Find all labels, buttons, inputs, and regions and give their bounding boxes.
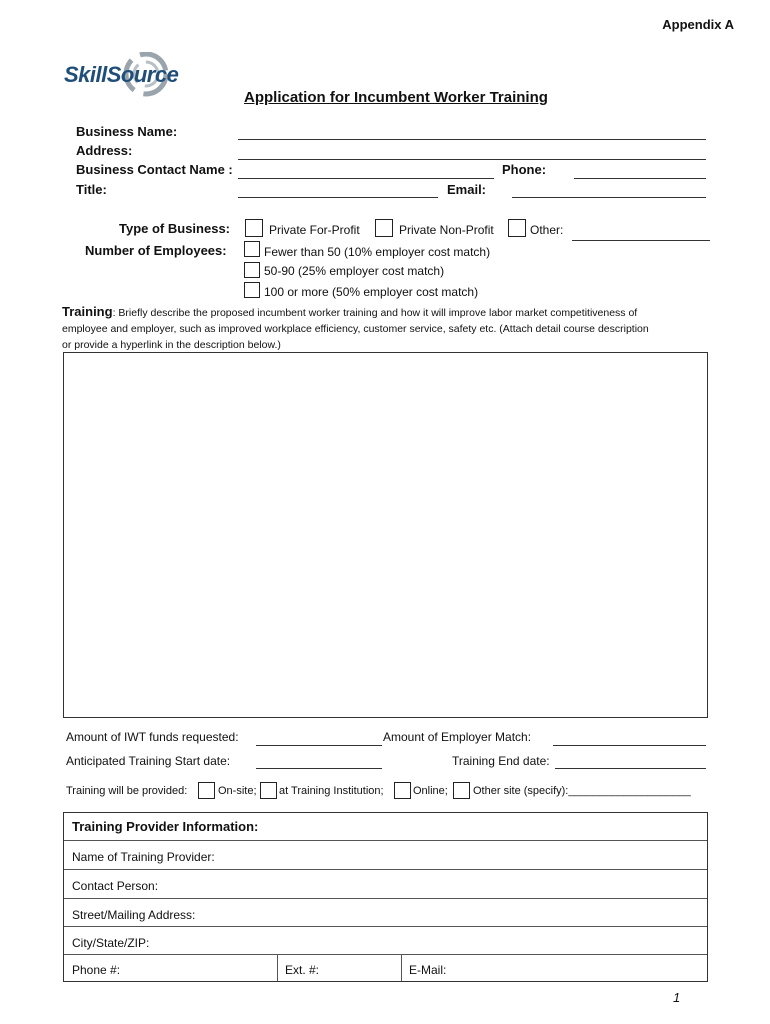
other-type-option: Other: xyxy=(530,223,564,237)
contact-name-field[interactable] xyxy=(238,178,494,179)
training-description xyxy=(62,304,722,353)
non-profit-option: Private Non-Profit xyxy=(399,223,494,237)
100-or-more-option: 100 or more (50% employer cost match) xyxy=(264,285,479,299)
provider-city-label: City/State/ZIP: xyxy=(72,936,150,950)
email-field[interactable] xyxy=(512,197,706,198)
phone-field[interactable] xyxy=(574,178,706,179)
provider-street-row[interactable] xyxy=(64,898,707,927)
provider-name-label: Name of Training Provider: xyxy=(72,850,215,864)
provider-ext-label: Ext. #: xyxy=(285,963,320,977)
other-type-field[interactable] xyxy=(572,240,710,241)
training-desc-line1: : Briefly describe the proposed incumbent worker training and how it will improve labor market competitiveness of xyxy=(112,307,638,319)
iwt-funds-label: Amount of IWT funds requested: xyxy=(66,730,239,744)
online-checkbox[interactable] xyxy=(394,782,411,799)
onsite-option: On-site; xyxy=(218,785,257,797)
skillsource-logo xyxy=(64,52,199,102)
provider-contact-row[interactable] xyxy=(64,869,707,899)
other-type-checkbox[interactable] xyxy=(508,219,526,237)
address-field[interactable] xyxy=(238,159,706,160)
provider-street-label: Street/Mailing Address: xyxy=(72,908,196,922)
phone-label: Phone: xyxy=(502,162,547,177)
other-site-checkbox[interactable] xyxy=(453,782,470,799)
contact-name-label: Business Contact Name : xyxy=(76,162,233,177)
50-90-option: 50-90 (25% employer cost match) xyxy=(264,264,445,278)
institution-option: at Training Institution; xyxy=(279,785,384,797)
fewer-than-50-checkbox[interactable] xyxy=(244,241,260,257)
title-field[interactable] xyxy=(238,197,438,198)
business-name-label: Business Name: xyxy=(76,124,178,139)
training-heading: Training xyxy=(62,304,113,319)
ext-divider xyxy=(401,954,402,981)
start-date-label: Anticipated Training Start date: xyxy=(66,754,231,768)
online-option: Online; xyxy=(413,785,448,797)
provider-heading-row xyxy=(64,813,707,841)
email-label: Email: xyxy=(447,182,487,197)
page-number: 1 xyxy=(673,990,681,1005)
iwt-funds-field[interactable] xyxy=(256,745,382,746)
employees-label: Number of Employees: xyxy=(85,243,227,258)
training-description-textarea[interactable] xyxy=(63,352,708,718)
training-desc-line2: employee and employer, such as improved workplace efficiency, customer service, safety etc. (Attach detail course description xyxy=(62,323,649,335)
business-name-field[interactable] xyxy=(238,139,706,140)
fewer-than-50-option: Fewer than 50 (10% employer cost match) xyxy=(264,245,491,259)
title-label: Title: xyxy=(76,182,107,197)
provider-city-row[interactable] xyxy=(64,926,707,955)
provider-info-table xyxy=(63,812,708,982)
for-profit-option: Private For-Profit xyxy=(269,223,360,237)
non-profit-checkbox[interactable] xyxy=(375,219,393,237)
provider-phone-row xyxy=(64,954,707,981)
onsite-checkbox[interactable] xyxy=(198,782,215,799)
employer-match-field[interactable] xyxy=(553,745,706,746)
address-label: Address: xyxy=(76,143,133,158)
institution-checkbox[interactable] xyxy=(260,782,277,799)
appendix-label: Appendix A xyxy=(662,17,734,32)
for-profit-checkbox[interactable] xyxy=(245,219,263,237)
logo-text: SkillSource xyxy=(64,62,179,87)
provider-heading: Training Provider Information: xyxy=(72,819,259,834)
100-or-more-checkbox[interactable] xyxy=(244,282,260,298)
form-title: Application for Incumbent Worker Training xyxy=(244,89,548,106)
end-date-label: Training End date: xyxy=(452,754,550,768)
provider-contact-label: Contact Person: xyxy=(72,879,159,893)
end-date-field[interactable] xyxy=(555,768,706,769)
start-date-field[interactable] xyxy=(256,768,382,769)
training-location-label: Training will be provided: xyxy=(66,785,188,797)
provider-email-label: E-Mail: xyxy=(409,963,447,977)
provider-name-row[interactable] xyxy=(64,840,707,870)
provider-phone-label: Phone #: xyxy=(72,963,121,977)
50-90-checkbox[interactable] xyxy=(244,262,260,278)
employer-match-label: Amount of Employer Match: xyxy=(383,730,532,744)
training-desc-line3: or provide a hyperlink in the description below.) xyxy=(62,339,281,351)
other-site-option: Other site (specify):____________________ xyxy=(473,785,691,797)
phone-divider xyxy=(277,954,278,981)
type-of-business-label: Type of Business: xyxy=(119,221,231,236)
